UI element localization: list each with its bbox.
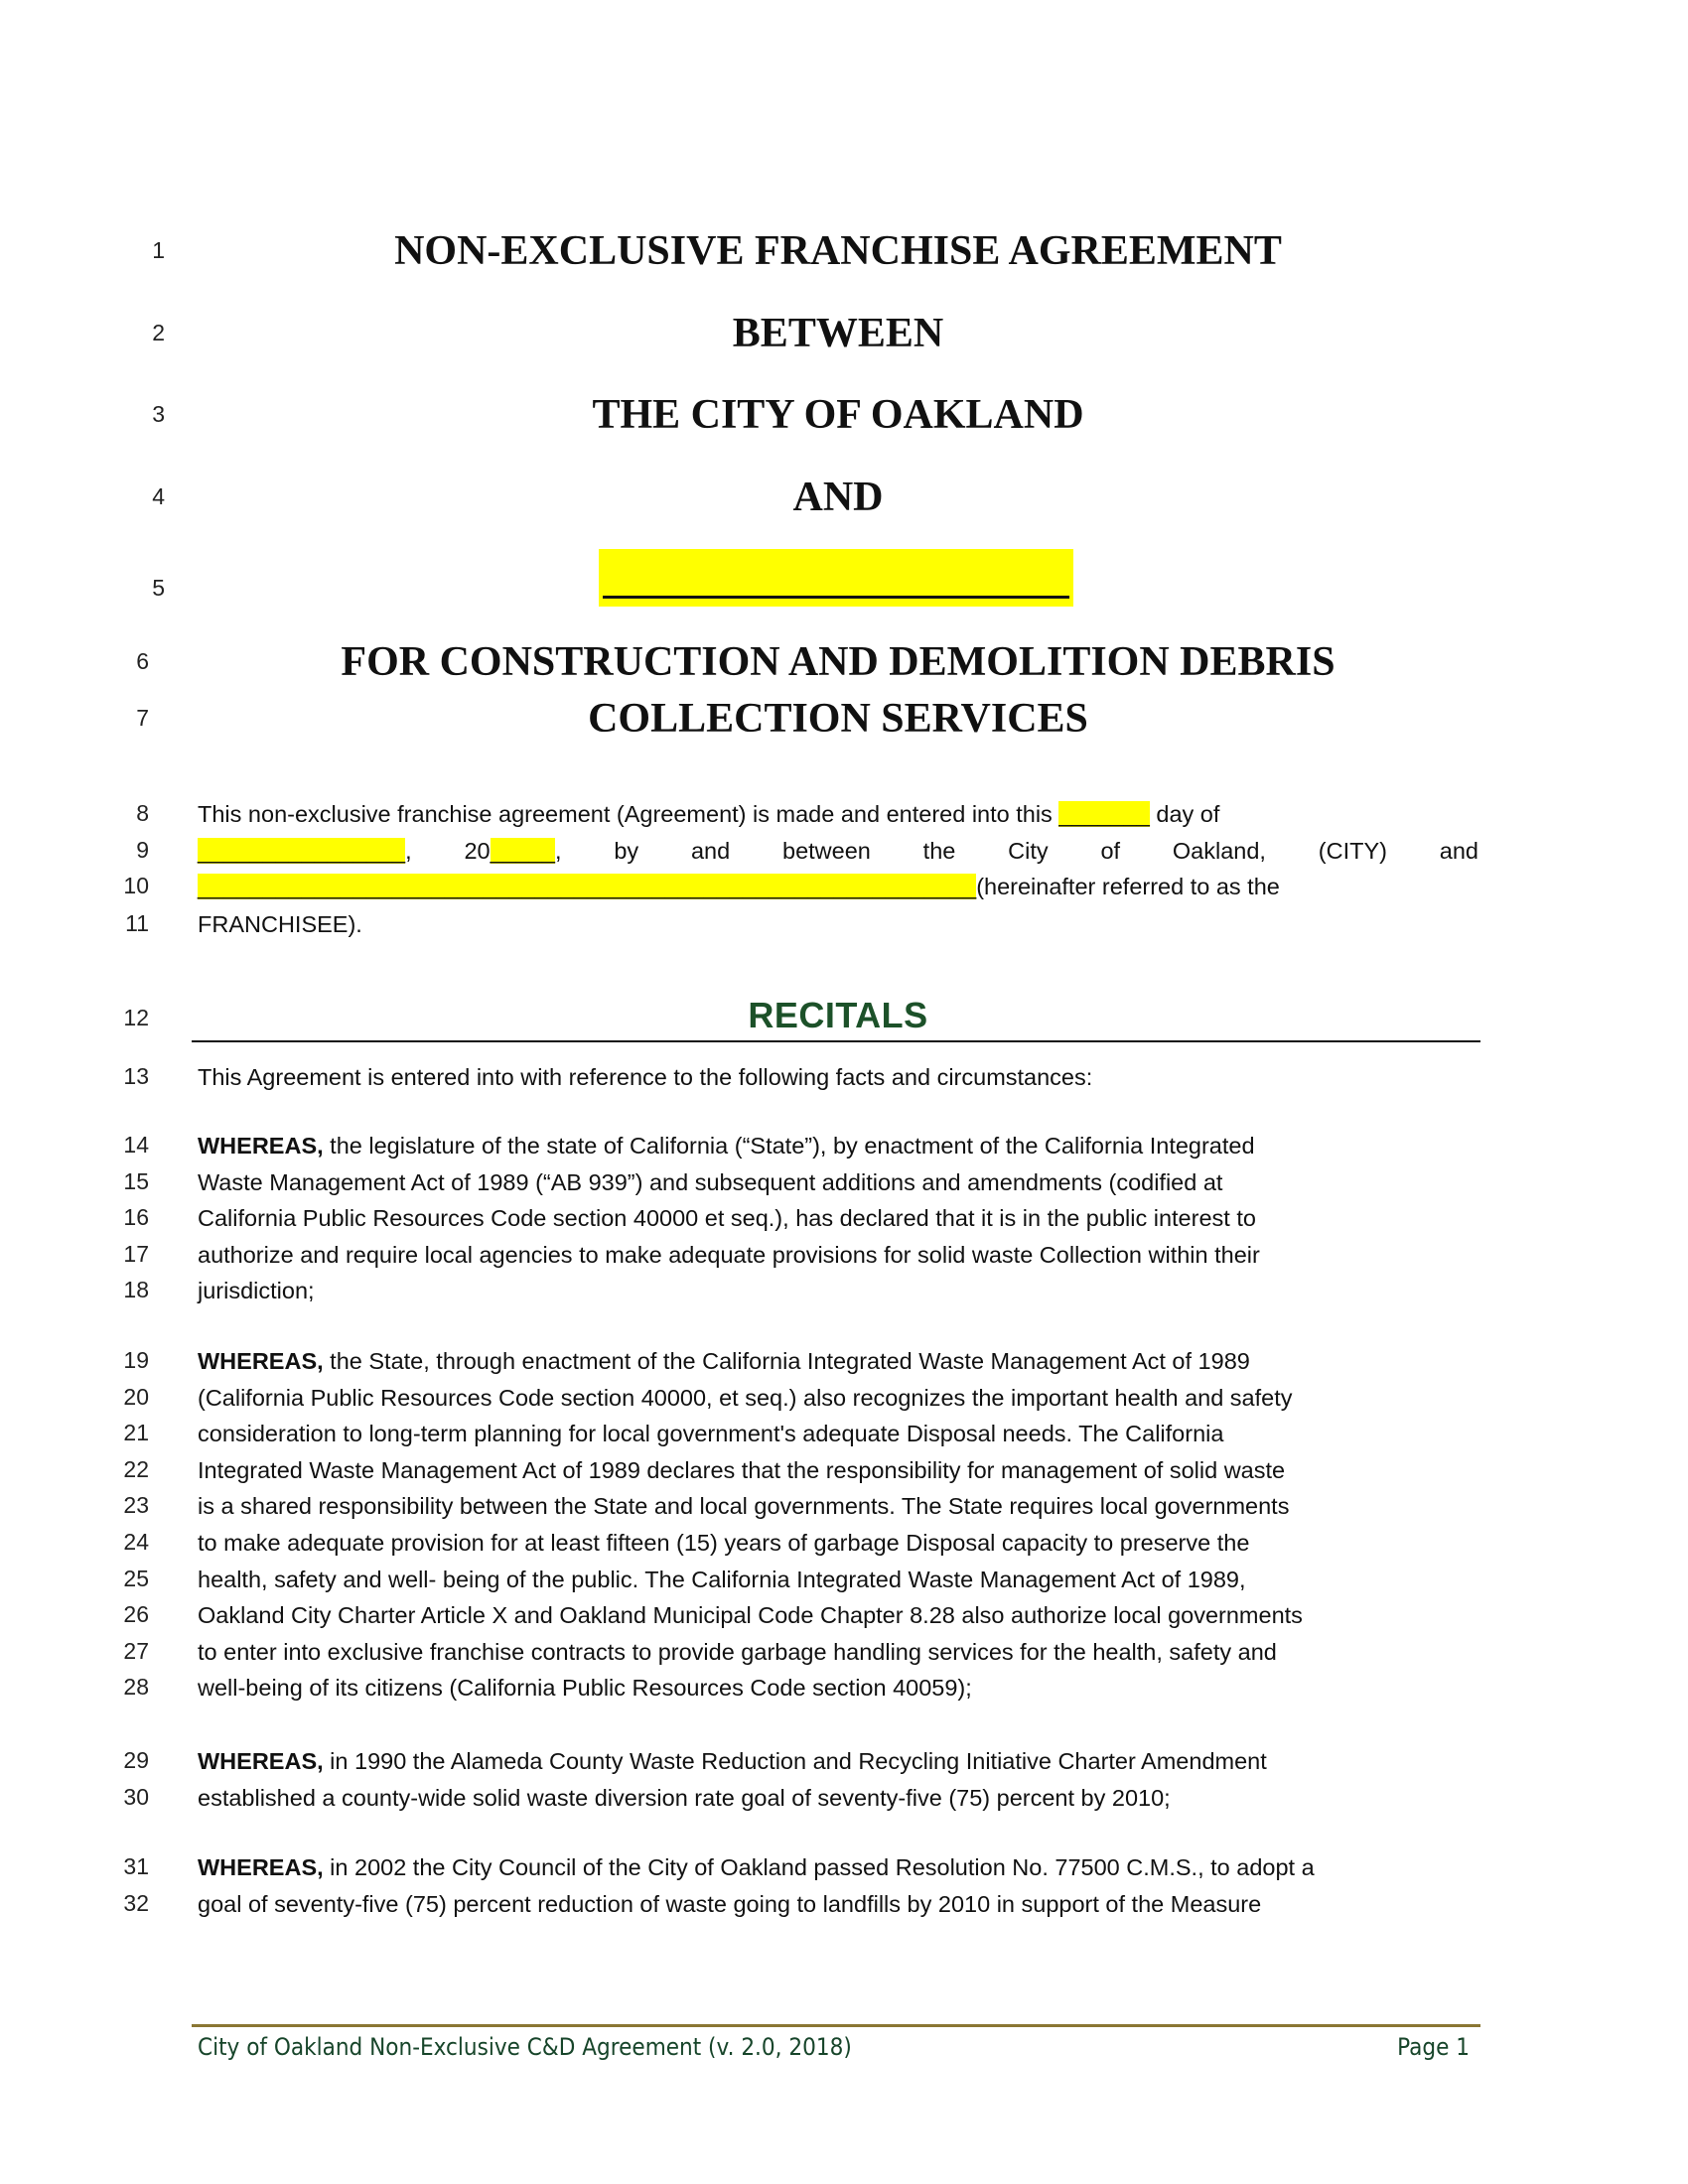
line-number: 32 (123, 1890, 149, 1916)
title-line: NON-EXCLUSIVE FRANCHISE AGREEMENT (394, 228, 1282, 274)
text-segment: , 20 (405, 838, 491, 864)
recitals-heading: RECITALS (748, 995, 928, 1035)
line-number: 29 (123, 1747, 149, 1773)
text-line (198, 1525, 1478, 1561)
text-segment: health, safety and well- being of the public. The California Integrated Waste Management Act of 1989, (198, 1567, 1246, 1592)
fill-in-blank: ____________________________________________________________ (198, 874, 977, 899)
footer-text: City of Oakland Non-Exclusive C&D Agreement (v. 2.0, 2018) (198, 2033, 852, 2061)
text-line (198, 1488, 1478, 1524)
text-segment: the legislature of the state of California (“State”), by enactment of the California Integrated (323, 1133, 1255, 1159)
whereas-label: WHEREAS, (198, 1133, 324, 1159)
line-number: 3 (152, 401, 165, 427)
whereas-label: WHEREAS, (198, 1854, 324, 1880)
title-line: BETWEEN (732, 311, 944, 356)
text-segment: , by and between the City of Oakland, (CITY) and (554, 838, 1478, 864)
fill-in-blank: _______ (1058, 801, 1150, 827)
text-segment: in 1990 the Alameda County Waste Reduction and Recycling Initiative Charter Amendment (323, 1748, 1267, 1774)
title-line: AND (792, 475, 884, 520)
line-number: 31 (123, 1853, 149, 1879)
text-line (198, 1059, 1478, 1095)
fill-in-blank: ________________ (198, 838, 406, 864)
text-segment: This non-exclusive franchise agreement (Agreement) is made and entered into this (198, 801, 1059, 827)
text-line (198, 1634, 1478, 1670)
text-line (198, 1416, 1478, 1451)
text-line (198, 1343, 1478, 1379)
text-segment: Waste Management Act of 1989 (“AB 939”) and subsequent additions and amendments (codified at (198, 1169, 1223, 1195)
text-segment: FRANCHISEE). (198, 911, 362, 937)
text-line (198, 1237, 1478, 1273)
line-number: 11 (125, 910, 149, 936)
text-segment: jurisdiction; (198, 1278, 315, 1303)
text-segment: (California Public Resources Code section 40000, et seq.) also recognizes the important health and safety (198, 1385, 1293, 1411)
fill-in-blank: _____ (490, 838, 555, 864)
line-number: 18 (123, 1277, 149, 1302)
text-line (198, 1780, 1478, 1816)
line-number: 25 (123, 1566, 149, 1591)
line-number: 19 (123, 1347, 149, 1373)
text-line (198, 1670, 1478, 1706)
footer-rule (192, 2024, 1480, 2027)
line-number: 28 (123, 1674, 149, 1700)
text-line (198, 1200, 1478, 1236)
text-line (198, 906, 1478, 942)
line-number: 23 (123, 1492, 149, 1518)
line-number: 5 (152, 575, 165, 601)
line-number: 17 (123, 1241, 149, 1267)
line-number: 9 (136, 837, 149, 863)
text-segment: well-being of its citizens (California Public Resources Code section 40059); (198, 1675, 972, 1701)
title-line: COLLECTION SERVICES (588, 696, 1088, 742)
text-line (198, 1597, 1478, 1633)
line-number: 6 (136, 648, 149, 674)
title-line: FOR CONSTRUCTION AND DEMOLITION DEBRIS (341, 639, 1336, 685)
text-segment: day of (1149, 801, 1220, 827)
line-number: 16 (123, 1204, 149, 1230)
text-line (198, 1743, 1478, 1779)
text-segment: (hereinafter referred to as the (976, 874, 1280, 899)
recitals-rule (192, 1040, 1480, 1042)
text-segment: Integrated Waste Management Act of 1989 declares that the responsibility for management of solid waste (198, 1457, 1286, 1483)
text-line (198, 1886, 1478, 1922)
text-line (198, 1849, 1478, 1885)
text-segment: established a county-wide solid waste diversion rate goal of seventy-five (75) percent by 2010; (198, 1785, 1171, 1811)
text-segment: Oakland City Charter Article X and Oakland Municipal Code Chapter 8.28 also authorize local governments (198, 1602, 1303, 1628)
page-number: Page 1 (1397, 2033, 1470, 2061)
text-segment: the State, through enactment of the California Integrated Waste Management Act of 1989 (323, 1348, 1250, 1374)
text-segment: This Agreement is entered into with reference to the following facts and circumstances: (198, 1064, 1093, 1090)
line-number: 10 (123, 873, 149, 898)
line-number: 12 (123, 1005, 149, 1030)
line-number: 21 (123, 1420, 149, 1445)
line-number: 14 (123, 1132, 149, 1158)
line-number: 20 (123, 1384, 149, 1410)
text-segment: in 2002 the City Council of the City of Oakland passed Resolution No. 77500 C.M.S., to adopt a (323, 1854, 1315, 1880)
whereas-label: WHEREAS, (198, 1348, 324, 1374)
line-number: 27 (123, 1638, 149, 1664)
line-number: 13 (123, 1063, 149, 1089)
franchisee-name-blank (599, 549, 1073, 607)
line-number: 7 (136, 705, 149, 731)
text-segment: to make adequate provision for at least fifteen (15) years of garbage Disposal capacity to preserve the (198, 1530, 1250, 1556)
text-segment: to enter into exclusive franchise contracts to provide garbage handling services for the health, safety and (198, 1639, 1277, 1665)
text-line (198, 869, 1478, 904)
line-number: 4 (152, 483, 165, 509)
text-segment: consideration to long-term planning for local government's adequate Disposal needs. The California (198, 1421, 1224, 1446)
text-line (198, 796, 1478, 832)
title-line: THE CITY OF OAKLAND (592, 392, 1084, 438)
text-line (198, 833, 1478, 869)
line-number: 15 (123, 1168, 149, 1194)
line-number: 26 (123, 1601, 149, 1627)
text-segment: goal of seventy-five (75) percent reduction of waste going to landfills by 2010 in support of the Measure (198, 1891, 1262, 1917)
text-segment: California Public Resources Code section 40000 et seq.), has declared that it is in the public interest to (198, 1205, 1256, 1231)
text-line (198, 1164, 1478, 1200)
line-number: 22 (123, 1456, 149, 1482)
text-segment: authorize and require local agencies to make adequate provisions for solid waste Collection within their (198, 1242, 1260, 1268)
line-number: 2 (152, 320, 165, 345)
line-number: 30 (123, 1784, 149, 1810)
text-line (198, 1128, 1478, 1163)
line-number: 1 (152, 237, 165, 263)
text-line (198, 1380, 1478, 1416)
line-number: 8 (136, 800, 149, 826)
whereas-label: WHEREAS, (198, 1748, 324, 1774)
text-line (198, 1452, 1478, 1488)
text-segment: is a shared responsibility between the State and local governments. The State requires local governments (198, 1493, 1290, 1519)
text-line (198, 1562, 1478, 1597)
text-line (198, 1273, 1478, 1308)
line-number: 24 (123, 1529, 149, 1555)
